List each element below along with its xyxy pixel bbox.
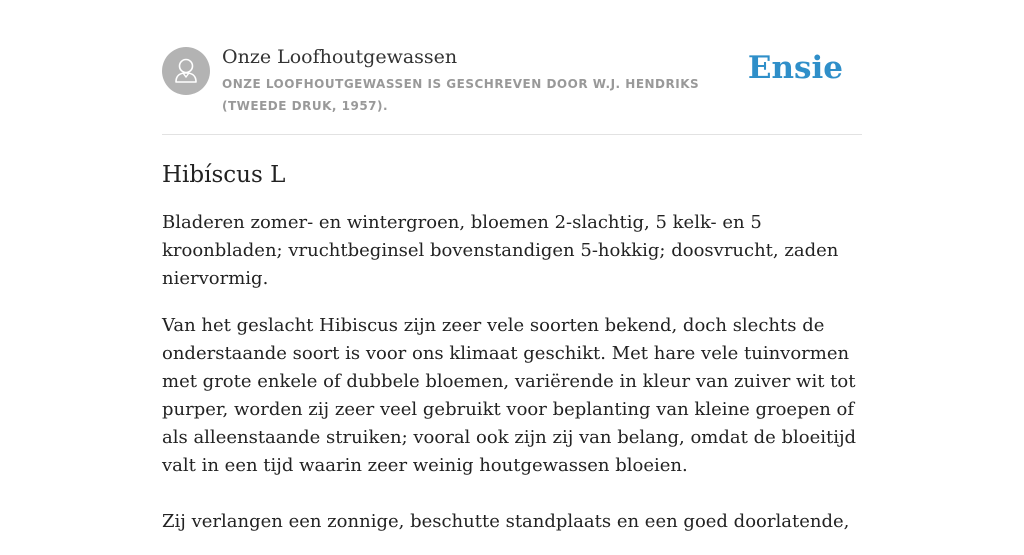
publication-title[interactable]: Onze Loofhoutgewassen <box>222 46 458 68</box>
article-title: Hibíscus L <box>162 162 286 188</box>
avatar[interactable] <box>162 47 210 95</box>
publication-header <box>162 45 862 135</box>
paragraph-genus: Van het geslacht Hibiscus zijn zeer vele soorten bekend, doch slechts de onderstaande soort is voor ons klimaat geschikt. Met hare vele tuinvormen met grote enkele of dubbele bloemen, variërende in kleur van zuiver wit tot purper, worden zij zeer veel gebruikt voor beplanting van kleine groepen of als alleenstaande struiken; vooral ook zijn zij van belang, omdat de bloeitijd valt in een tijd waarin zeer weinig houtgewassen bloeien. <box>162 315 857 476</box>
publication-subtitle: ONZE LOOFHOUTGEWASSEN IS GESCHREVEN DOOR W.J. HENDRIKS (TWEEDE DRUK, 1957). <box>222 77 700 113</box>
article <box>162 158 862 555</box>
user-avatar-icon <box>162 47 210 95</box>
paragraph-cultivation: Zij verlangen een zonnige, beschutte standplaats en een goed doorlatende, <box>162 511 850 532</box>
ensie-logo-link[interactable]: Ensie <box>747 50 843 86</box>
paragraph-description: Bladeren zomer- en wintergroen, bloemen 2-slachtig, 5 kelk- en 5 kroonbladen; vruchtbeginsel bovenstandigen 5-hokkig; doosvrucht, zaden niervormig. <box>162 212 839 289</box>
